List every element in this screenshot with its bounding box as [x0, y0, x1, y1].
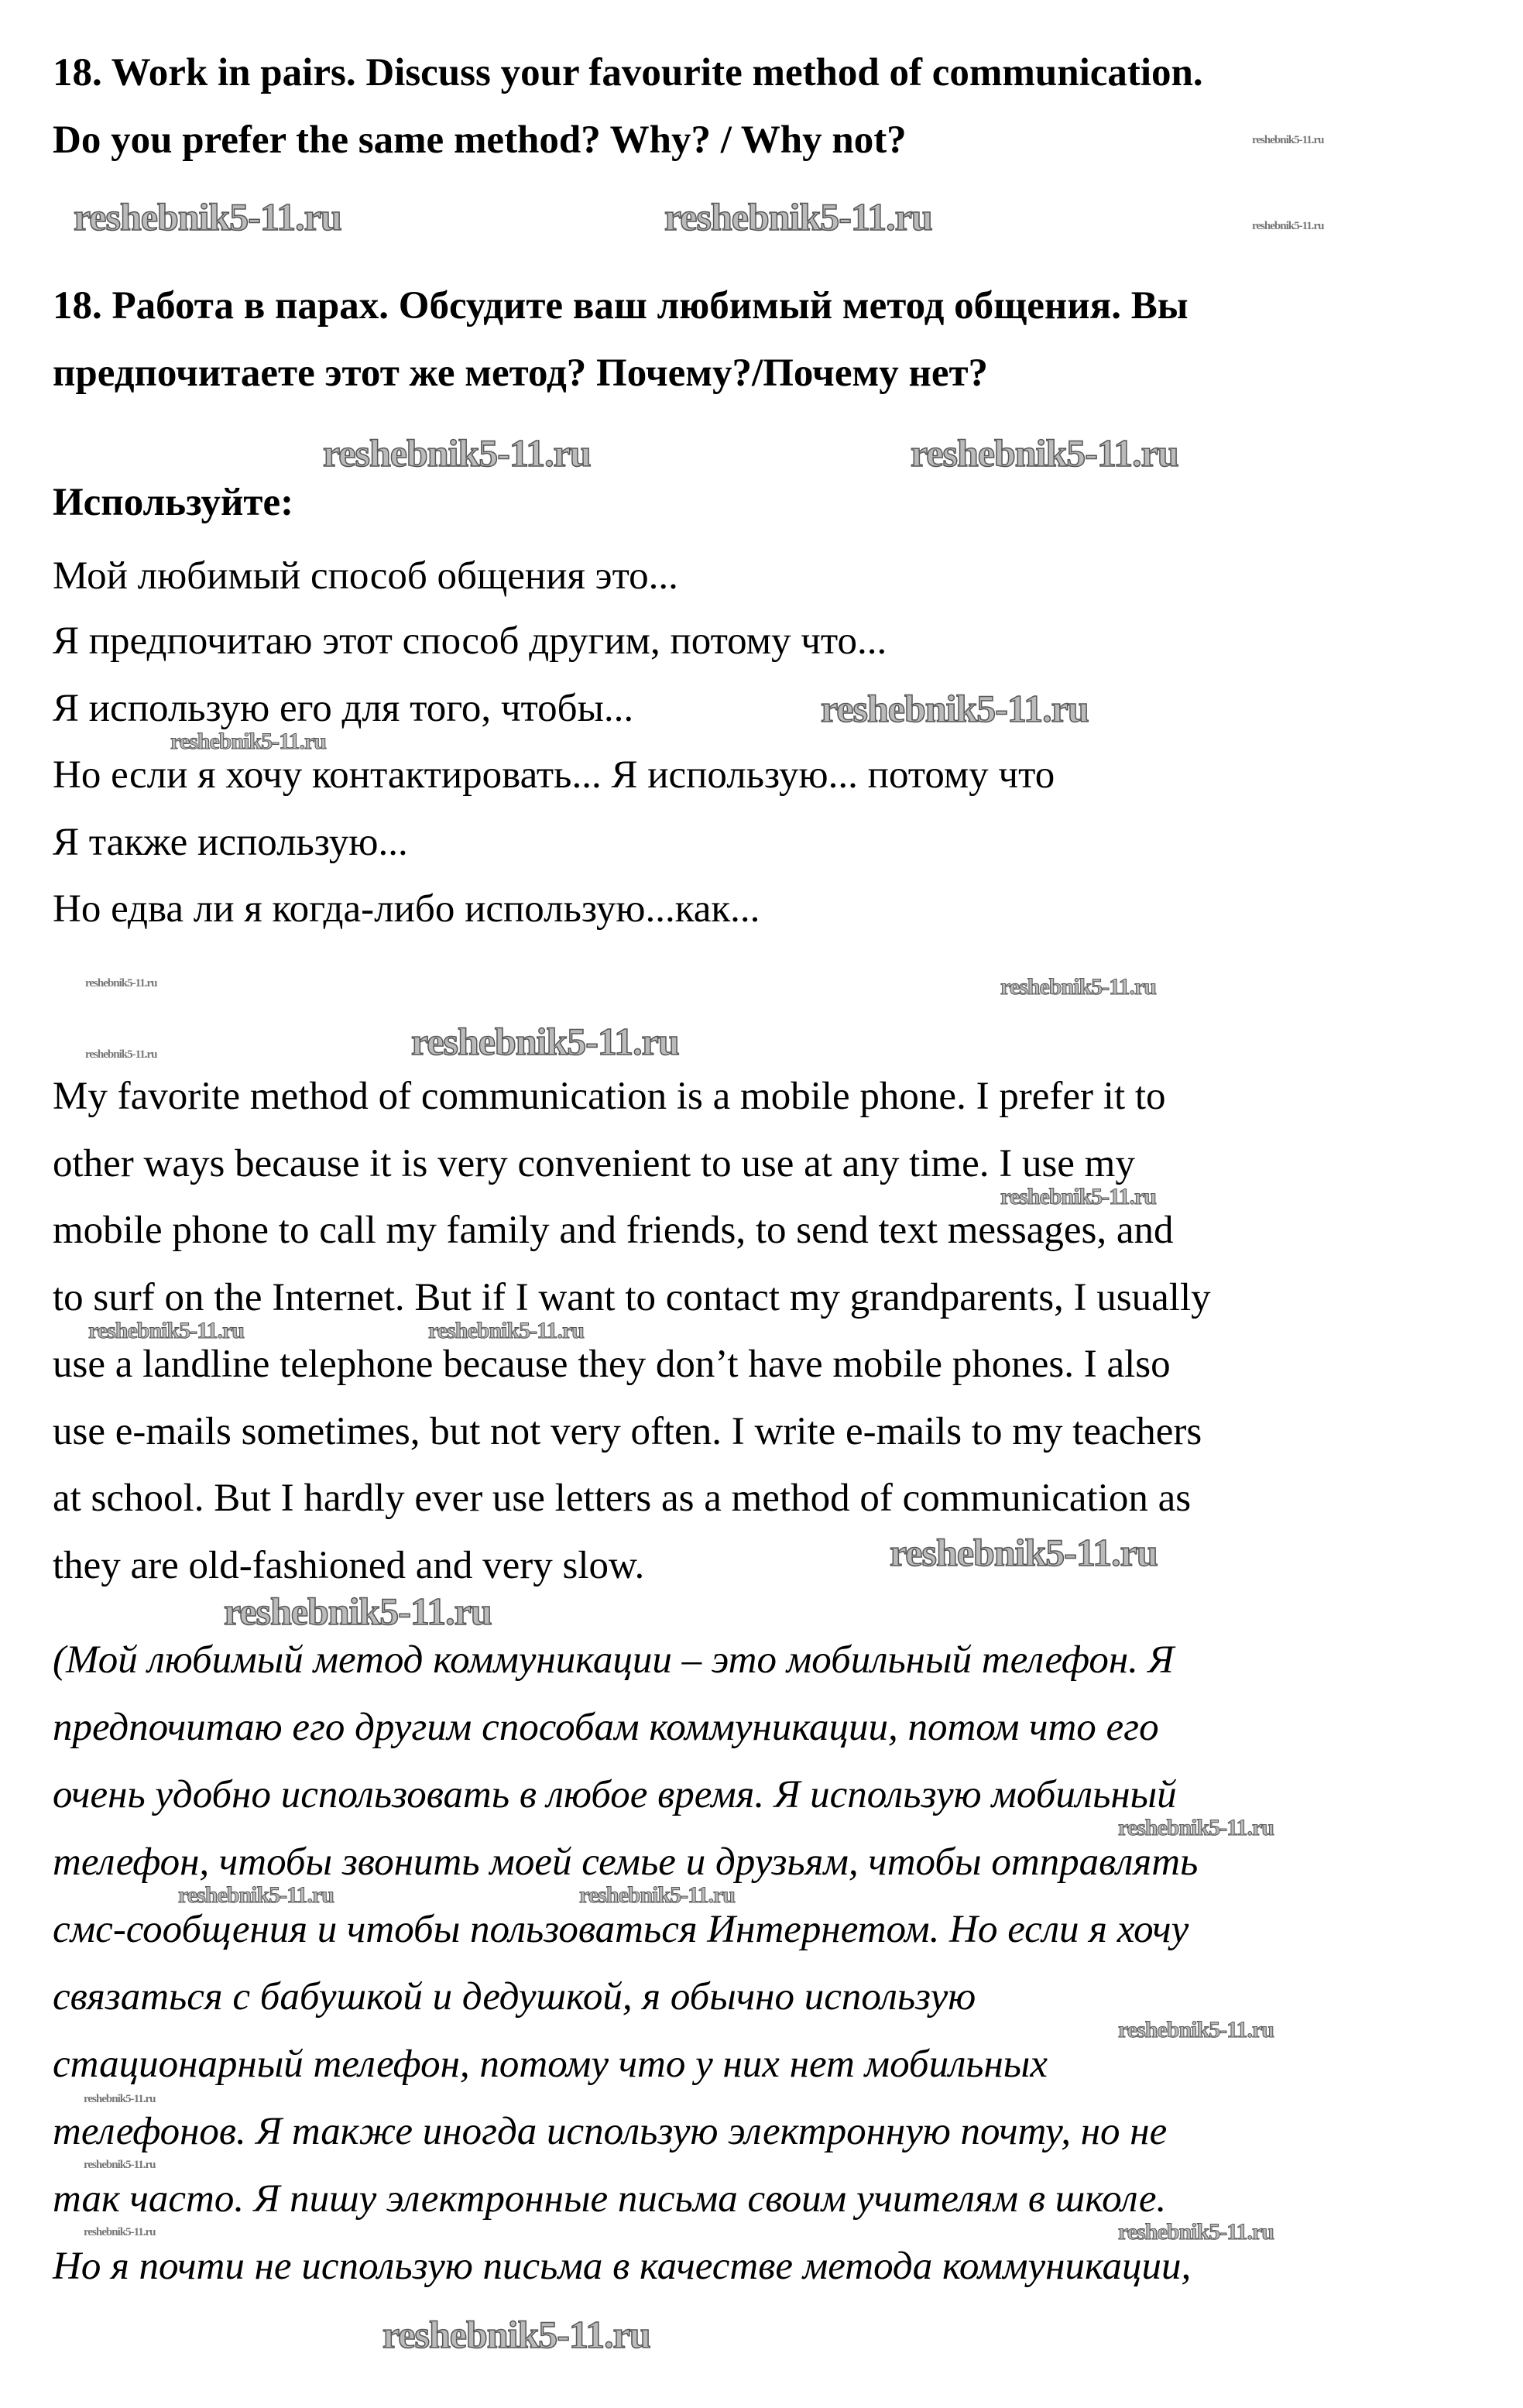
translation-line: смс-сообщения и чтобы пользоваться Интернетом. Но если я хочу — [53, 1908, 1189, 1951]
watermark: reshebnik5-11.ru — [1252, 220, 1324, 232]
watermark: reshebnik5-11.ru — [84, 2093, 156, 2105]
task-line: 18. Work in pairs. Discuss your favourite method of communication. — [53, 51, 1203, 94]
phrase-line: Я предпочитаю этот способ другим, потому что... — [53, 619, 887, 663]
translation-line: телефонов. Я также иногда использую электронную почту, но не — [53, 2110, 1168, 2153]
answer-line: other ways because it is very convenient to use at any time. I use my — [53, 1142, 1135, 1185]
phrase-line: Я использую его для того, чтобы... — [53, 687, 634, 730]
watermark: reshebnik5-11.ru — [911, 431, 1178, 475]
translation-line: Но я почти не использую письма в качестве метода коммуникации, — [53, 2245, 1192, 2288]
watermark: reshebnik5-11.ru — [1118, 1815, 1274, 1840]
watermark: reshebnik5-11.ru — [1000, 1184, 1156, 1209]
translation-line: так часто. Я пишу электронные письма своим учителям в школе. — [53, 2177, 1167, 2221]
watermark: reshebnik5-11.ru — [821, 687, 1089, 730]
watermark: reshebnik5-11.ru — [1000, 974, 1156, 1000]
watermark: reshebnik5-11.ru — [1118, 2017, 1274, 2043]
phrases-heading: Используйте: — [53, 481, 294, 524]
phrase-line: Мой любимый способ общения это... — [53, 554, 678, 598]
watermark: reshebnik5-11.ru — [84, 2159, 156, 2171]
watermark: reshebnik5-11.ru — [74, 195, 341, 238]
task-line: Do you prefer the same method? Why? / Why not? — [53, 118, 907, 162]
watermark: reshebnik5-11.ru — [85, 1048, 157, 1061]
watermark: reshebnik5-11.ru — [411, 1020, 679, 1063]
translation-line: стационарный телефон, потому что у них нет мобильных — [53, 2043, 1048, 2086]
translation-line: связаться с бабушкой и дедушкой, я обычно использую — [53, 1975, 976, 2019]
watermark: reshebnik5-11.ru — [178, 1882, 334, 1908]
answer-line: use e-mails sometimes, but not very often. I write e-mails to my teachers — [53, 1410, 1202, 1453]
answer-line: use a landline telephone because they don’t have mobile phones. I also — [53, 1343, 1171, 1386]
answer-line: My favorite method of communication is a mobile phone. I prefer it to — [53, 1075, 1166, 1118]
watermark: reshebnik5-11.ru — [579, 1882, 735, 1908]
phrase-line: Но едва ли я когда-либо использую...как... — [53, 887, 760, 931]
watermark: reshebnik5-11.ru — [428, 1318, 584, 1343]
answer-line: mobile phone to call my family and friends, to send text messages, and — [53, 1209, 1174, 1252]
watermark: reshebnik5-11.ru — [84, 2226, 156, 2238]
translation-line: очень удобно использовать в любое время. Я использую мобильный — [53, 1773, 1177, 1816]
watermark: reshebnik5-11.ru — [323, 431, 591, 475]
phrase-line: Я также использую... — [53, 821, 408, 864]
answer-line: they are old-fashioned and very slow. — [53, 1544, 645, 1587]
translation-line: (Мой любимый метод коммуникации – это мобильный телефон. Я — [53, 1638, 1175, 1682]
watermark: reshebnik5-11.ru — [170, 729, 326, 754]
answer-line: to surf on the Internet. But if I want to contact my grandparents, I usually — [53, 1276, 1211, 1319]
task-line: 18. Работа в парах. Обсудите ваш любимый метод общения. Вы — [53, 284, 1189, 328]
watermark: reshebnik5-11.ru — [664, 195, 932, 238]
watermark: reshebnik5-11.ru — [224, 1590, 492, 1633]
phrase-line: Но если я хочу контактировать... Я использую... потому что — [53, 753, 1055, 797]
translation-line: телефон, чтобы звонить моей семье и друзьям, чтобы отправлять — [53, 1840, 1199, 1884]
watermark: reshebnik5-11.ru — [382, 2313, 650, 2356]
watermark: reshebnik5-11.ru — [1252, 134, 1324, 146]
answer-line: at school. But I hardly ever use letters as a method of communication as — [53, 1477, 1192, 1520]
watermark: reshebnik5-11.ru — [890, 1531, 1158, 1574]
translation-line: предпочитаю его другим способам коммуникации, потом что его — [53, 1706, 1159, 1749]
watermark: reshebnik5-11.ru — [88, 1318, 244, 1343]
watermark: reshebnik5-11.ru — [85, 977, 157, 990]
task-line: предпочитаете этот же метод? Почему?/Почему нет? — [53, 352, 989, 395]
watermark: reshebnik5-11.ru — [1118, 2219, 1274, 2245]
